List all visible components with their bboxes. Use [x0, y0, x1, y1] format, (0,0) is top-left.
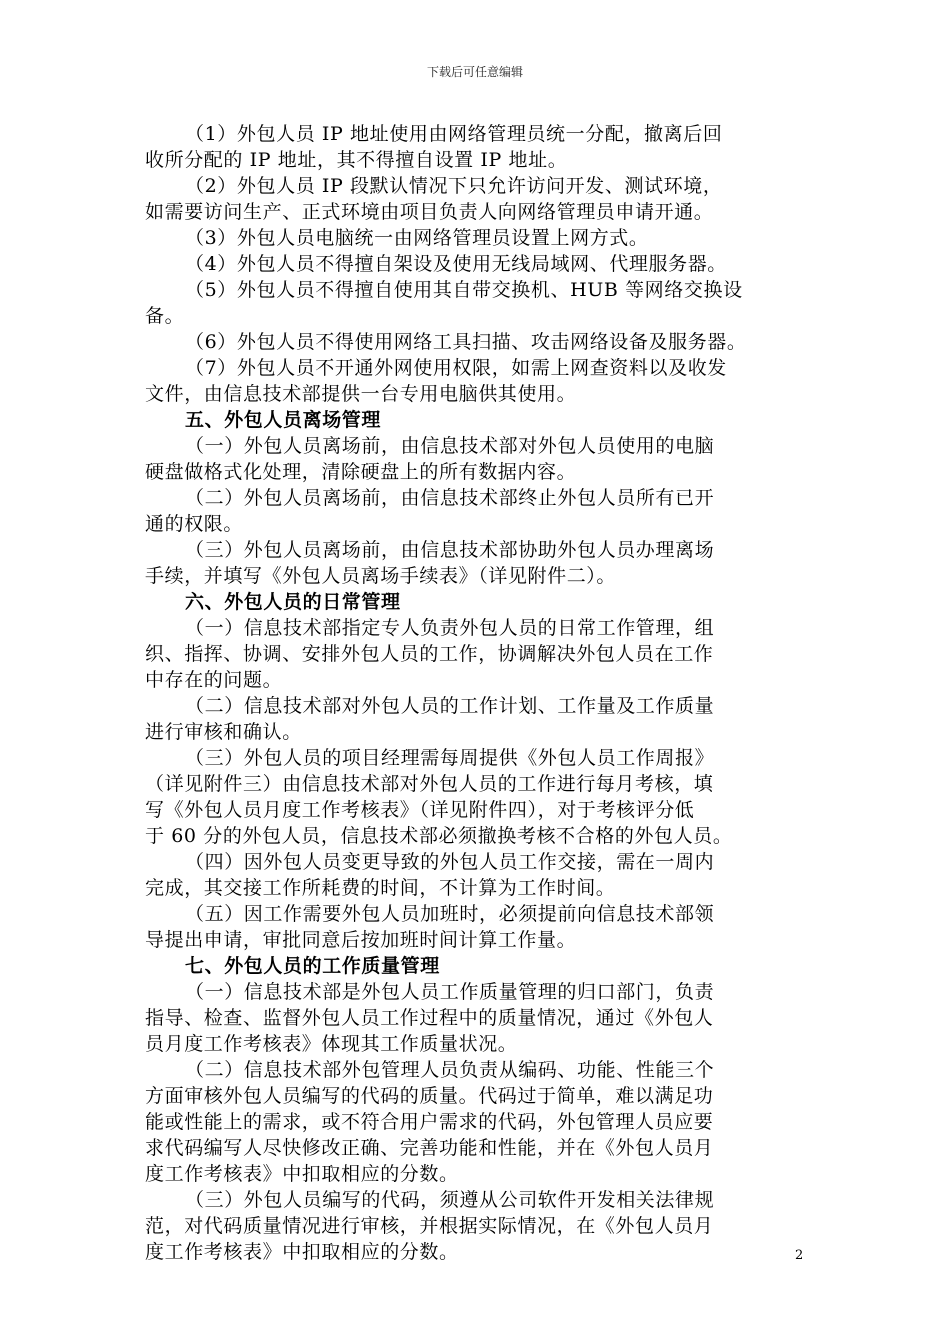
- paragraph-line: （一）信息技术部指定专人负责外包人员的日常工作管理，组: [185, 617, 715, 639]
- paragraph-line: （3）外包人员电脑统一由网络管理员设置上网方式。: [185, 227, 649, 249]
- paragraph-line: 备。: [145, 305, 185, 327]
- paragraph-line: 求代码编写人尽快修改正确、完善功能和性能，并在《外包人员月: [145, 1137, 714, 1159]
- paragraph-line: （五）因工作需要外包人员加班时，必须提前向信息技术部领: [185, 903, 715, 925]
- paragraph-line: （三）外包人员离场前，由信息技术部协助外包人员办理离场: [185, 539, 715, 561]
- page-header: 下载后可任意编辑: [426, 65, 523, 79]
- paragraph-line: 导提出申请，审批同意后按加班时间计算工作量。: [145, 929, 577, 951]
- paragraph-line: （二）信息技术部对外包人员的工作计划、工作量及工作质量: [185, 695, 715, 717]
- paragraph-line: 完成，其交接工作所耗费的时间，不计算为工作时间。: [145, 877, 616, 899]
- paragraph-line: 收所分配的 IP 地址，其不得擅自设置 IP 地址。: [145, 149, 568, 171]
- paragraph-line: （四）因外包人员变更导致的外包人员工作交接，需在一周内: [185, 851, 715, 873]
- paragraph-line: 中存在的问题。: [145, 669, 283, 691]
- paragraph-line: （二）信息技术部外包管理人员负责从编码、功能、性能三个: [185, 1059, 715, 1081]
- paragraph-line: 方面审核外包人员编写的代码的质量。代码过于简单，难以满足功: [145, 1085, 714, 1107]
- paragraph-line: （5）外包人员不得擅自使用其自带交换机、HUB 等网络交换设: [185, 279, 743, 301]
- paragraph-line: 织、指挥、协调、安排外包人员的工作，协调解决外包人员在工作: [145, 643, 714, 665]
- paragraph-line: 进行审核和确认。: [145, 721, 302, 743]
- paragraph-line: （1）外包人员 IP 地址使用由网络管理员统一分配，撤离后回: [185, 123, 723, 145]
- paragraph-line: 写《外包人员月度工作考核表》（详见附件四），对于考核评分低: [145, 799, 695, 821]
- section-heading: 六、外包人员的日常管理: [185, 591, 401, 613]
- paragraph-line: 范，对代码质量情况进行审核，并根据实际情况，在《外包人员月: [145, 1215, 714, 1237]
- paragraph-line: （7）外包人员不开通外网使用权限，如需上网查资料以及收发: [185, 357, 727, 379]
- document-body: [145, 121, 805, 1265]
- paragraph-line: 员月度工作考核表》体现其工作质量状况。: [145, 1033, 518, 1055]
- paragraph-line: （一）外包人员离场前，由信息技术部对外包人员使用的电脑: [185, 435, 715, 457]
- paragraph-line: 通的权限。: [145, 513, 244, 535]
- paragraph-line: （二）外包人员离场前，由信息技术部终止外包人员所有已开: [185, 487, 715, 509]
- paragraph-line: 文件，由信息技术部提供一台专用电脑供其使用。: [145, 383, 577, 405]
- paragraph-line: 如需要访问生产、正式环境由项目负责人向网络管理员申请开通。: [145, 201, 714, 223]
- paragraph-line: （三）外包人员的项目经理需每周提供《外包人员工作周报》: [185, 747, 715, 769]
- section-heading: 五、外包人员离场管理: [185, 409, 382, 431]
- paragraph-line: （详见附件三）由信息技术部对外包人员的工作进行每月考核，填: [145, 773, 714, 795]
- paragraph-line: 指导、检查、监督外包人员工作过程中的质量情况，通过《外包人: [145, 1007, 714, 1029]
- paragraph-line: 硬盘做格式化处理，清除硬盘上的所有数据内容。: [145, 461, 577, 483]
- page-number: 2: [795, 1248, 804, 1263]
- paragraph-line: （三）外包人员编写的代码，须遵从公司软件开发相关法律规: [185, 1189, 715, 1211]
- paragraph-line: 度工作考核表》中扣取相应的分数。: [145, 1241, 459, 1263]
- paragraph-line: 于 60 分的外包人员，信息技术部必须撤换考核不合格的外包人员。: [145, 825, 733, 847]
- paragraph-line: （2）外包人员 IP 段默认情况下只允许访问开发、测试环境，: [185, 175, 723, 197]
- paragraph-line: （4）外包人员不得擅自架设及使用无线局域网、代理服务器。: [185, 253, 727, 275]
- paragraph-line: （一）信息技术部是外包人员工作质量管理的归口部门，负责: [185, 981, 715, 1003]
- paragraph-line: 手续，并填写《外包人员离场手续表》（详见附件二）。: [145, 565, 617, 587]
- section-heading: 七、外包人员的工作质量管理: [185, 955, 440, 977]
- paragraph-line: 能或性能上的需求，或不符合用户需求的代码，外包管理人员应要: [145, 1111, 714, 1133]
- paragraph-line: （6）外包人员不得使用网络工具扫描、攻击网络设备及服务器。: [185, 331, 747, 353]
- paragraph-line: 度工作考核表》中扣取相应的分数。: [145, 1163, 459, 1185]
